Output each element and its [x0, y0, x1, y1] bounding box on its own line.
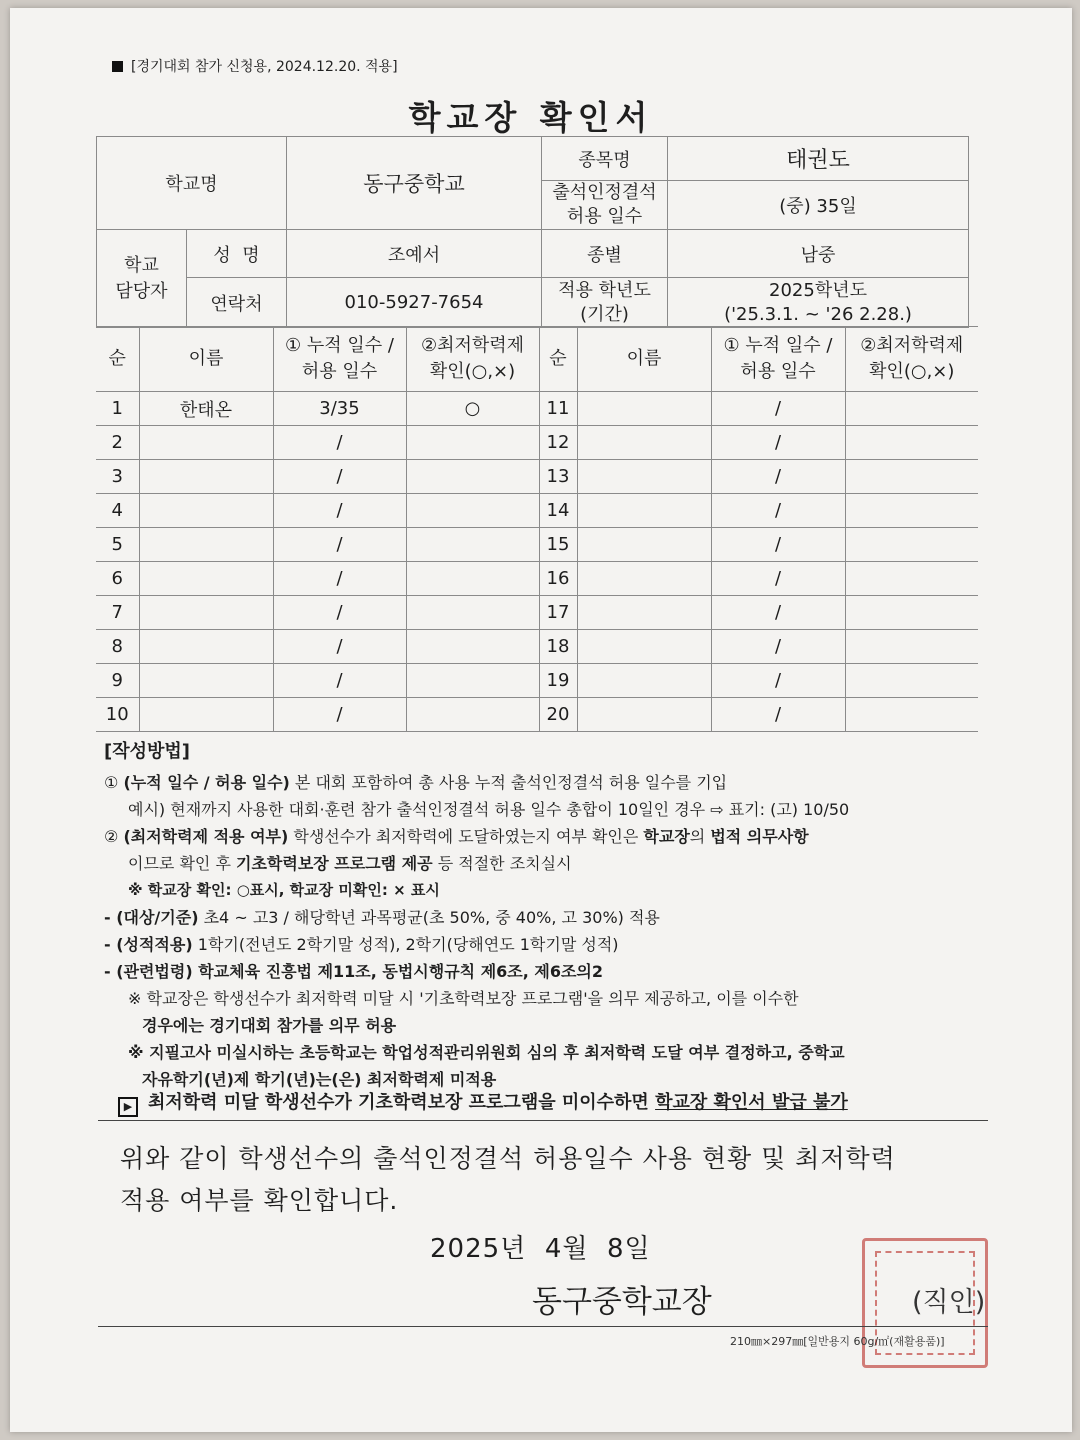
item2-text-b: 학교장 [643, 827, 690, 846]
target-heading: - (대상/기준) [104, 908, 199, 927]
row-number-cell: 7 [96, 596, 139, 630]
target-line [104, 904, 994, 931]
signer-name: 동구중학교장 [532, 1284, 712, 1320]
col-check-line2-right: 확인(○,×) [869, 361, 955, 382]
row-check-cell [406, 460, 539, 494]
row-name-cell [577, 494, 711, 528]
issue-date: 2025년 4월 8일 [430, 1234, 651, 1264]
year-label [542, 278, 668, 328]
item2-text-d: 법적 의무사항 [710, 827, 809, 846]
year-value [668, 278, 969, 328]
row-check-cell [845, 630, 978, 664]
header-note-text: [경기대회 참가 신청용, 2024.12.20. 적용] [131, 59, 398, 75]
col-name-header-right: 이름 [577, 327, 711, 392]
col-days-line2: 허용 일수 [301, 361, 378, 382]
col-check-header-right [845, 327, 978, 392]
instructions-section [104, 738, 994, 1093]
manager-label-line1: 학교 [124, 254, 159, 276]
bottom-divider [98, 1326, 988, 1327]
row-number-cell: 12 [539, 426, 577, 460]
note-confirm: ※ 학교장 확인: ○표시, 학교장 미확인: × 표시 [128, 881, 440, 899]
row-name-cell [139, 426, 273, 460]
table-row [96, 698, 978, 732]
row-name-cell [139, 698, 273, 732]
row-name-cell [139, 664, 273, 698]
grade-line [104, 931, 994, 958]
row-name-cell [577, 664, 711, 698]
manager-label [97, 230, 187, 328]
row-number-cell: 20 [539, 698, 577, 732]
row-days-cell: / [711, 494, 845, 528]
instruction-item-1 [104, 769, 994, 796]
row-name-cell [577, 562, 711, 596]
row-name-cell [139, 596, 273, 630]
row-number-cell: 13 [539, 460, 577, 494]
row-check-cell [406, 426, 539, 460]
school-value: 동구중학교 [287, 137, 542, 230]
row-number-cell: 14 [539, 494, 577, 528]
instructions-title: [작성방법] [104, 741, 191, 762]
item1-text: 본 대회 포함하여 총 사용 누적 출석인정결석 허용 일수를 기입 [289, 773, 728, 792]
row-check-cell [406, 630, 539, 664]
row-days-cell: / [273, 460, 406, 494]
item1-number: ① [104, 773, 119, 792]
row-check-cell [845, 664, 978, 698]
row-number-cell: 17 [539, 596, 577, 630]
row-name-cell [577, 426, 711, 460]
row-check-cell [845, 698, 978, 732]
table-row [96, 596, 978, 630]
col-days-line1-right: ① 누적 일수 / [723, 335, 833, 356]
row-check-cell: ○ [406, 392, 539, 426]
notice-emphasis: 학교장 확인서 발급 불가 [655, 1092, 848, 1113]
row-name-cell [577, 596, 711, 630]
row-days-cell: 3/35 [273, 392, 406, 426]
row-name-cell [139, 630, 273, 664]
table-row [96, 528, 978, 562]
table-body [96, 392, 978, 732]
row-number-cell: 1 [96, 392, 139, 426]
row-check-cell [845, 562, 978, 596]
row-name-cell [139, 460, 273, 494]
table-row [96, 392, 978, 426]
row-name-cell [577, 698, 711, 732]
item2-text-c: 의 [689, 827, 711, 846]
table-row [96, 630, 978, 664]
row-days-cell: / [273, 698, 406, 732]
row-days-cell: / [711, 562, 845, 596]
col-days-header-right [711, 327, 845, 392]
category-value: 남중 [668, 230, 969, 278]
row-days-cell: / [273, 596, 406, 630]
row-days-cell: / [711, 460, 845, 494]
law-line: - (관련법령) 학교체육 진흥법 제11조, 동법시행규칙 제6조, 제6조의2 [104, 962, 604, 981]
table-row [96, 562, 978, 596]
row-check-cell [406, 596, 539, 630]
instruction-item-1-example: 예시) 현재까지 사용한 대회·훈련 참가 출석인정결석 허용 일수 총합이 10일인 경우 ⇨ 표기: (고) 10/50 [128, 800, 850, 819]
row-days-cell: / [711, 664, 845, 698]
table-row [96, 426, 978, 460]
row-number-cell: 6 [96, 562, 139, 596]
row-days-cell: / [273, 562, 406, 596]
absence-days-label [542, 181, 668, 230]
seal-label: (직인) [912, 1287, 986, 1318]
row-check-cell [406, 664, 539, 698]
col-check-line1: ②최저학력제 [420, 335, 525, 356]
row-check-cell [845, 392, 978, 426]
item2-line2-a: 이므로 확인 후 [128, 854, 236, 873]
col-days-header [273, 327, 406, 392]
col-no-header: 순 [96, 327, 139, 392]
row-check-cell [406, 562, 539, 596]
row-check-cell [406, 698, 539, 732]
instruction-item-2 [104, 823, 994, 850]
sport-value: 태권도 [668, 137, 969, 181]
row-check-cell [845, 596, 978, 630]
row-days-cell: / [711, 630, 845, 664]
item2-text-a: 학생선수가 최저학력에 도달하였는지 여부 확인은 [288, 827, 644, 846]
notice-text: 최저학력 미달 학생선수가 기초학력보장 프로그램을 미이수하면 [148, 1092, 656, 1113]
instruction-item-2-line2 [104, 850, 994, 877]
row-check-cell [845, 494, 978, 528]
row-days-cell: / [711, 392, 845, 426]
col-days-line1: ① 누적 일수 / [285, 335, 394, 356]
row-name-cell: 한태온 [139, 392, 273, 426]
square-bullet-icon [112, 61, 123, 72]
col-name-header: 이름 [139, 327, 273, 392]
school-label: 학교명 [97, 137, 287, 230]
row-name-cell [577, 392, 711, 426]
row-name-cell [139, 494, 273, 528]
item2-line2-c: 등 적절한 조치실시 [432, 854, 572, 873]
period-value-text: ('25.3.1. ~ '26 2.28.) [724, 303, 912, 325]
name-value: 조예서 [287, 230, 542, 278]
confirmation-statement [120, 1138, 990, 1222]
category-label: 종별 [542, 230, 668, 278]
document-title: 학교장 확인서 [408, 98, 654, 137]
row-check-cell [845, 426, 978, 460]
row-check-cell [406, 494, 539, 528]
table-row [96, 664, 978, 698]
row-check-cell [406, 528, 539, 562]
header-note [112, 56, 398, 76]
col-check-line1-right: ②최저학력제 [860, 335, 964, 356]
row-number-cell: 2 [96, 426, 139, 460]
row-name-cell [577, 460, 711, 494]
absence-label-line2: 허용 일수 [566, 206, 643, 227]
row-days-cell: / [711, 426, 845, 460]
row-days-cell: / [273, 630, 406, 664]
row-number-cell: 19 [539, 664, 577, 698]
row-days-cell: / [273, 664, 406, 698]
item2-line2-bold: 기초학력보장 프로그램 제공 [236, 854, 433, 873]
row-days-cell: / [711, 596, 845, 630]
row-number-cell: 8 [96, 630, 139, 664]
contact-value: 010-5927-7654 [287, 278, 542, 328]
year-label-line1: 적용 학년도 [558, 279, 651, 301]
absence-label-line1: 출석인정결석 [552, 182, 657, 203]
notice-line [118, 1088, 988, 1117]
note2-line2: 경우에는 경기대회 참가를 의무 허용 [142, 1016, 397, 1035]
target-text: 초4 ~ 고3 / 해당학년 과목평균(초 50%, 중 40%, 고 30%) 적용 [198, 908, 660, 927]
divider [98, 1120, 988, 1121]
row-days-cell: / [711, 698, 845, 732]
col-check-line2: 확인(○,×) [429, 361, 516, 382]
item2-number: ② [104, 827, 119, 846]
row-check-cell [845, 460, 978, 494]
row-days-cell: / [273, 494, 406, 528]
student-table [96, 326, 978, 732]
contact-label: 연락처 [187, 278, 287, 328]
row-name-cell [139, 562, 273, 596]
grade-text: 1학기(전년도 2학기말 성적), 2학기(당해연도 1학기말 성적) [192, 935, 619, 954]
year-value-text: 2025학년도 [769, 279, 867, 301]
absence-days-value: (중) 35일 [668, 181, 969, 230]
row-number-cell: 9 [96, 664, 139, 698]
col-check-header [406, 327, 539, 392]
table-row [96, 494, 978, 528]
table-row [96, 460, 978, 494]
manager-label-line2: 담당자 [115, 280, 168, 302]
item1-heading: (누적 일수 / 허용 일수) [123, 773, 290, 792]
paper-size-note: 210㎜×297㎜[일반용지 60g/㎡(재활용품)] [730, 1335, 945, 1348]
row-number-cell: 10 [96, 698, 139, 732]
sport-label: 종목명 [542, 137, 668, 181]
grade-heading: - (성적적용) [104, 935, 193, 954]
col-days-line2-right: 허용 일수 [740, 361, 816, 382]
row-check-cell [845, 528, 978, 562]
row-number-cell: 3 [96, 460, 139, 494]
arrow-box-icon: ▶ [118, 1097, 138, 1117]
row-number-cell: 15 [539, 528, 577, 562]
row-name-cell [139, 528, 273, 562]
row-name-cell [577, 528, 711, 562]
note2-line1: ※ 학교장은 학생선수가 최저학력 미달 시 '기초학력보장 프로그램'을 의무 제공하고, 이를 이수한 [128, 989, 799, 1008]
note3-line1: ※ 지필고사 미실시하는 초등학교는 학업성적관리위원회 심의 후 최저학력 도달 여부 결정하고, 중학교 [128, 1043, 845, 1062]
name-label: 성 명 [187, 230, 287, 278]
row-number-cell: 11 [539, 392, 577, 426]
item2-heading: (최저학력제 적용 여부) [123, 827, 289, 846]
confirm-line2: 적용 여부를 확인합니다. [120, 1186, 399, 1215]
row-days-cell: / [711, 528, 845, 562]
row-days-cell: / [273, 528, 406, 562]
col-no-header-right: 순 [539, 327, 577, 392]
row-name-cell [577, 630, 711, 664]
year-label-line2: (기간) [580, 303, 629, 325]
confirm-line1: 위와 같이 학생선수의 출석인정결석 허용일수 사용 현황 및 최저학력 [120, 1144, 896, 1173]
row-number-cell: 16 [539, 562, 577, 596]
row-number-cell: 18 [539, 630, 577, 664]
table-header-row [96, 327, 978, 392]
row-number-cell: 5 [96, 528, 139, 562]
note3-line2: 자유학기(년)제 학기(년)는(은) 최저학력제 미적용 [142, 1070, 497, 1089]
row-days-cell: / [273, 426, 406, 460]
row-number-cell: 4 [96, 494, 139, 528]
info-table [96, 136, 969, 328]
